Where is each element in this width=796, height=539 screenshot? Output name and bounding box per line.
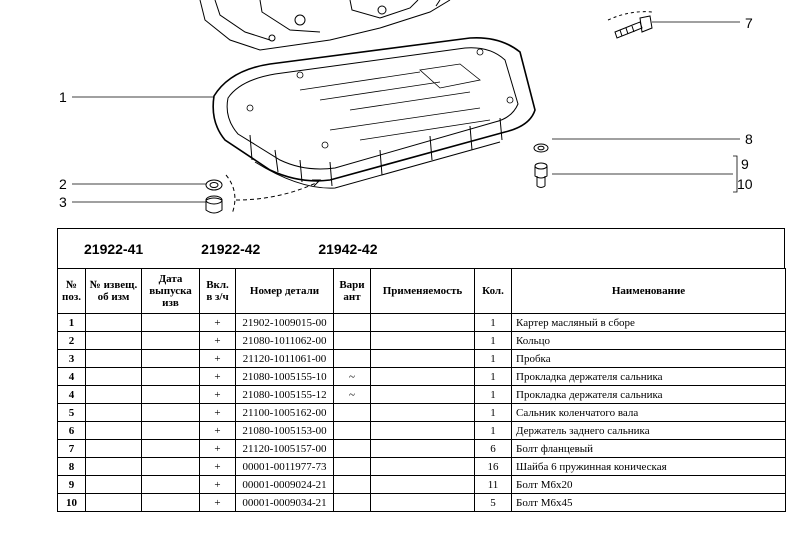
callout-8: 8 <box>745 131 753 147</box>
cell-name: Болт М6х45 <box>512 494 786 512</box>
cell-applicability <box>371 404 475 422</box>
cell-name: Картер масляный в сборе <box>512 314 786 332</box>
cell-part-number: 21120-1011061-00 <box>236 350 334 368</box>
cell-variant <box>334 404 371 422</box>
cell-notice <box>86 404 142 422</box>
model-code: 21922-42 <box>201 240 261 257</box>
exploded-parts-drawing <box>0 0 796 226</box>
header-variant: Вари ант <box>334 269 371 314</box>
cell-date <box>142 386 200 404</box>
cell-part-number: 21120-1005157-00 <box>236 440 334 458</box>
cell-pos: 6 <box>58 422 86 440</box>
cell-date <box>142 494 200 512</box>
drain-plug-illustration <box>206 175 320 214</box>
cell-notice <box>86 332 142 350</box>
cell-name: Прокладка держателя сальника <box>512 386 786 404</box>
cell-applicability <box>371 494 475 512</box>
cell-part-number: 21080-1005155-12 <box>236 386 334 404</box>
table-row <box>58 386 786 404</box>
cell-included: + <box>200 368 236 386</box>
cell-variant <box>334 314 371 332</box>
callout-2: 2 <box>59 176 67 192</box>
cell-included: + <box>200 404 236 422</box>
cell-pos: 2 <box>58 332 86 350</box>
cell-applicability <box>371 350 475 368</box>
cell-included: + <box>200 494 236 512</box>
cell-date <box>142 458 200 476</box>
cell-qty: 1 <box>475 404 512 422</box>
cell-name: Держатель заднего сальника <box>512 422 786 440</box>
cell-date <box>142 350 200 368</box>
cell-qty: 1 <box>475 332 512 350</box>
table-row <box>58 404 786 422</box>
callout-10: 10 <box>737 176 753 192</box>
cell-qty: 1 <box>475 386 512 404</box>
cell-pos: 1 <box>58 314 86 332</box>
cell-included: + <box>200 314 236 332</box>
cell-variant <box>334 476 371 494</box>
table-row <box>58 422 786 440</box>
cell-applicability <box>371 386 475 404</box>
table-row <box>58 368 786 386</box>
cell-applicability <box>371 422 475 440</box>
cell-pos: 10 <box>58 494 86 512</box>
cell-pos: 5 <box>58 404 86 422</box>
cell-variant <box>334 332 371 350</box>
table-row <box>58 458 786 476</box>
cell-date <box>142 368 200 386</box>
header-name: Наименование <box>512 269 786 314</box>
cell-part-number: 21080-1005155-10 <box>236 368 334 386</box>
cell-variant <box>334 422 371 440</box>
cell-pos: 7 <box>58 440 86 458</box>
cell-name: Кольцо <box>512 332 786 350</box>
cell-date <box>142 422 200 440</box>
parts-table <box>57 268 786 512</box>
cell-name: Пробка <box>512 350 786 368</box>
cell-name: Болт фланцевый <box>512 440 786 458</box>
table-row <box>58 314 786 332</box>
cell-variant <box>334 458 371 476</box>
cell-name: Сальник коленчатого вала <box>512 404 786 422</box>
table-header-row <box>58 269 786 314</box>
cell-notice <box>86 476 142 494</box>
cell-applicability <box>371 458 475 476</box>
cell-qty: 1 <box>475 368 512 386</box>
cell-notice <box>86 350 142 368</box>
oil-pan-illustration <box>213 38 535 188</box>
cell-name: Прокладка держателя сальника <box>512 368 786 386</box>
callout-3: 3 <box>59 194 67 210</box>
cell-notice <box>86 368 142 386</box>
cell-applicability <box>371 314 475 332</box>
cell-date <box>142 332 200 350</box>
cell-qty: 1 <box>475 314 512 332</box>
cell-pos: 3 <box>58 350 86 368</box>
cell-variant <box>334 494 371 512</box>
cell-qty: 6 <box>475 440 512 458</box>
cell-qty: 1 <box>475 350 512 368</box>
cell-name: Шайба 6 пружинная коническая <box>512 458 786 476</box>
cell-qty: 11 <box>475 476 512 494</box>
cell-part-number: 00001-0009024-21 <box>236 476 334 494</box>
table-row <box>58 440 786 458</box>
flange-bolt-illustration <box>608 12 652 38</box>
cell-notice <box>86 458 142 476</box>
callout-9: 9 <box>741 156 749 172</box>
table-row <box>58 350 786 368</box>
parts-table-block <box>57 228 785 512</box>
cell-date <box>142 314 200 332</box>
callout-1: 1 <box>59 89 67 105</box>
cell-variant: ~ <box>334 368 371 386</box>
cell-variant <box>334 440 371 458</box>
model-codes-row <box>57 228 785 268</box>
header-qty: Кол. <box>475 269 512 314</box>
cell-included: + <box>200 422 236 440</box>
leader-lines <box>72 22 740 202</box>
cell-pos: 8 <box>58 458 86 476</box>
cell-variant: ~ <box>334 386 371 404</box>
cell-applicability <box>371 368 475 386</box>
cell-included: + <box>200 386 236 404</box>
cell-pos: 9 <box>58 476 86 494</box>
engine-block-illustration <box>200 0 450 50</box>
cell-qty: 16 <box>475 458 512 476</box>
cell-notice <box>86 440 142 458</box>
header-date: Дата выпуска изв <box>142 269 200 314</box>
cell-applicability <box>371 332 475 350</box>
cell-included: + <box>200 476 236 494</box>
cell-variant <box>334 350 371 368</box>
header-pos: № поз. <box>58 269 86 314</box>
cell-pos: 4 <box>58 386 86 404</box>
washer-bolt-illustration <box>534 144 548 188</box>
header-part-number: Номер детали <box>236 269 334 314</box>
header-applicability: Применяемость <box>371 269 475 314</box>
cell-part-number: 21902-1009015-00 <box>236 314 334 332</box>
cell-notice <box>86 386 142 404</box>
callout-7: 7 <box>745 15 753 31</box>
cell-qty: 1 <box>475 422 512 440</box>
cell-part-number: 21080-1011062-00 <box>236 332 334 350</box>
cell-applicability <box>371 476 475 494</box>
model-code: 21922-41 <box>84 240 144 257</box>
cell-pos: 4 <box>58 368 86 386</box>
cell-included: + <box>200 458 236 476</box>
cell-notice <box>86 422 142 440</box>
table-row <box>58 476 786 494</box>
cell-part-number: 21100-1005162-00 <box>236 404 334 422</box>
cell-date <box>142 440 200 458</box>
cell-included: + <box>200 350 236 368</box>
cell-part-number: 00001-0011977-73 <box>236 458 334 476</box>
cell-date <box>142 476 200 494</box>
cell-name: Болт М6х20 <box>512 476 786 494</box>
table-row <box>58 332 786 350</box>
cell-part-number: 21080-1005153-00 <box>236 422 334 440</box>
cell-date <box>142 404 200 422</box>
header-notice: № извещ. об изм <box>86 269 142 314</box>
cell-applicability <box>371 440 475 458</box>
cell-qty: 5 <box>475 494 512 512</box>
cell-notice <box>86 494 142 512</box>
cell-part-number: 00001-0009034-21 <box>236 494 334 512</box>
table-row <box>58 494 786 512</box>
cell-included: + <box>200 332 236 350</box>
model-code: 21942-42 <box>318 240 378 257</box>
cell-included: + <box>200 440 236 458</box>
header-included: Вкл. в з/ч <box>200 269 236 314</box>
cell-notice <box>86 314 142 332</box>
